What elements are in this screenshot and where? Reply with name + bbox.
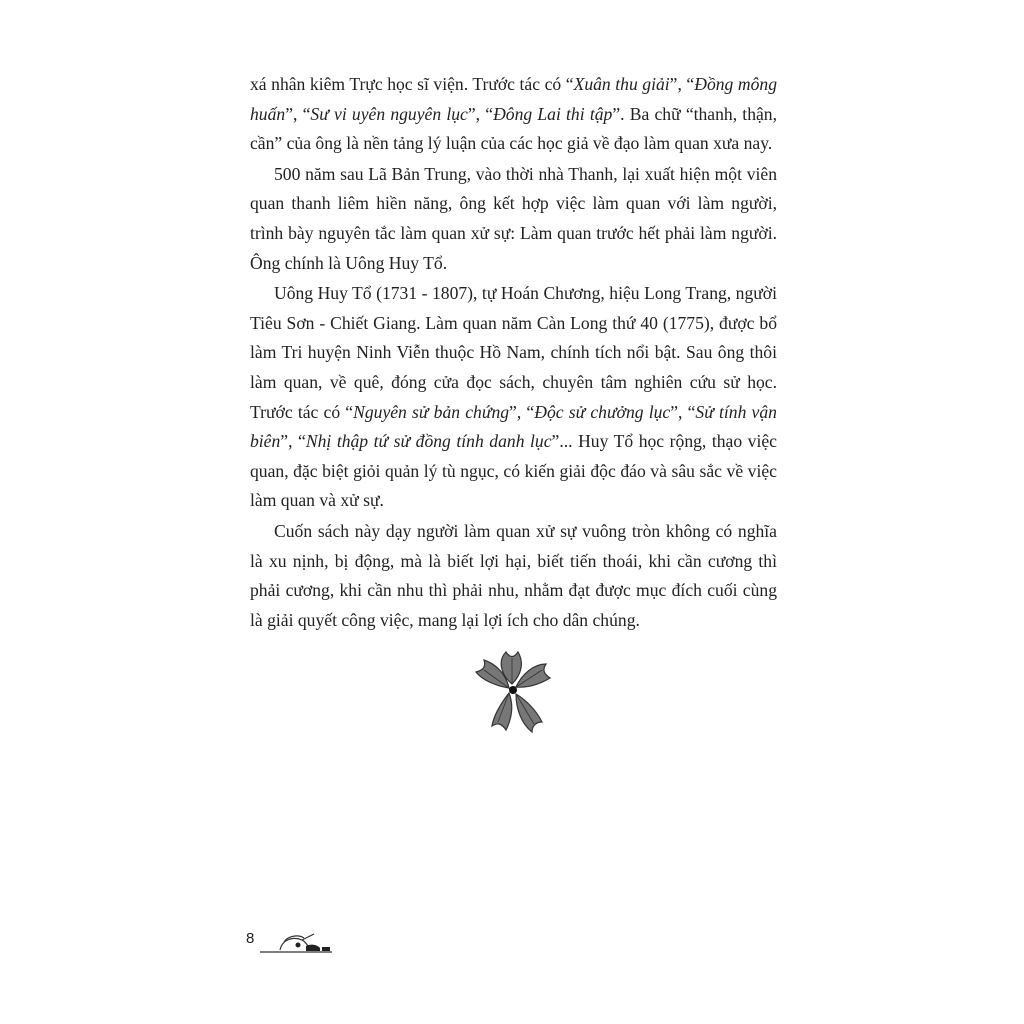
book-title: Đồng mông huấn [250,74,777,124]
book-title: Nhị thập tứ sử đồng tính danh lục [305,431,552,452]
book-title: Sử tính vận biên [250,401,777,452]
book-title: Độc sử chưởng lục [534,401,671,422]
page-number: 8 [246,930,255,947]
sleeping-scholar-icon [258,930,334,956]
leaf-flower-ornament-icon [462,644,562,734]
book-title: Xuân thu giải [573,74,670,94]
book-title: Đông Lai thi tập [493,103,613,124]
paragraph-1: xá nhân kiêm Trực học sĩ viện. Trước tác có “Xuân thu giải”, “Đồng mông huấn”, “Sư vi uyên nguyên lục”, “Đông Lai thi tập”. Ba chữ “thanh, thận, cần” của ông là nền tảng lý luận của các học giả về đạo làm quan xưa nay. [250,74,777,154]
body-text [250,70,777,636]
paragraph-3: Uông Huy Tổ (1731 - 1807), tự Hoán Chương, hiệu Long Trang, người Tiêu Sơn - Chiết Giang. Làm quan năm Càn Long thứ 40 (1775), được bổ làm Tri huyện Ninh Viễn thuộc Hồ Nam, chính tích nổi bật. Sau ông thôi làm quan, về quê, đóng cửa đọc sách, chuyên tâm nghiên cứu sử học. Trước tác có “Nguyên sử bản chứng”, “Độc sử chưởng lục”, “Sử tính vận biên”, “Nhị thập tứ sử đồng tính danh lục”... Huy Tổ học rộng, thạo việc quan, đặc biệt giỏi quản lý tù ngục, có kiến giải độc đáo và sâu sắc về việc làm quan và xử sự. [250,283,777,511]
paragraph-2: 500 năm sau Lã Bản Trung, vào thời nhà Thanh, lại xuất hiện một viên quan thanh liêm hiền năng, ông kết hợp việc làm quan với làm người, trình bày nguyên tắc làm quan xử sự: Làm quan trước hết phải làm người. Ông chính là Uông Huy Tổ. [250,163,777,273]
book-title: Sư vi uyên nguyên lục [310,103,468,124]
book-title: Nguyên sử bản chứng [353,401,510,422]
page-footer [246,930,336,956]
paragraph-4: Cuốn sách này dạy người làm quan xử sự vuông tròn không có nghĩa là xu nịnh, bị động, mà là biết lợi hại, biết tiến thoái, khi cần cương thì phải cương, khi cần nhu thì phải nhu, nhằm đạt được mục đích cuối cùng là giải quyết công việc, mang lại lợi ích cho dân chúng. [250,520,777,630]
